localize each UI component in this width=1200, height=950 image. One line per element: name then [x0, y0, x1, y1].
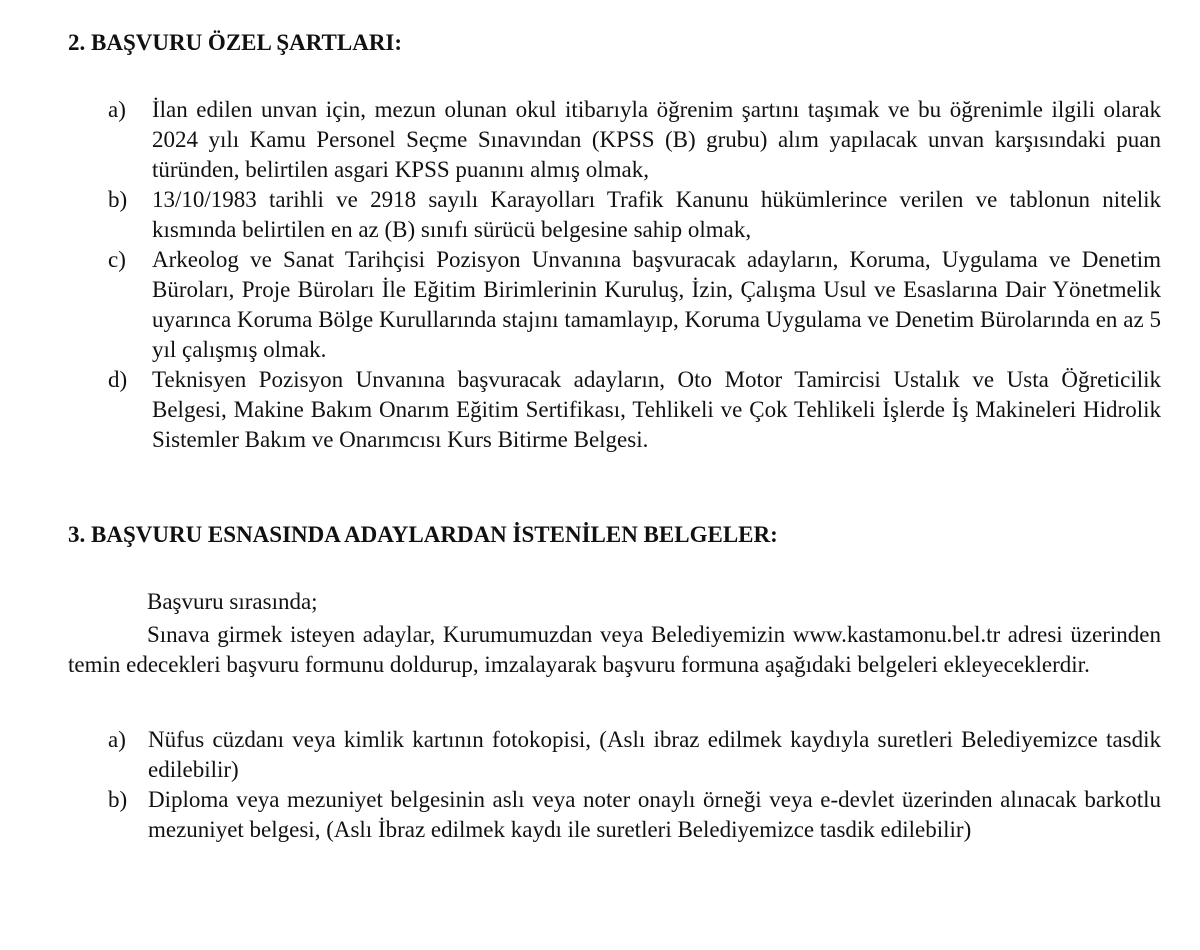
list-item-text: Teknisyen Pozisyon Unvanına başvuracak adayların, Oto Motor Tamircisi Ustalık ve Usta Öğreticilik Belgesi, Makine Bakım Onarım Eğitim Sertifikası, Tehlikeli ve Çok Tehlikeli İşlerde İş Makineleri Hidrolik Sistemler Bakım ve Onarımcısı Kurs Bitirme Belgesi.	[152, 367, 1161, 452]
section-3-paragraph: Sınava girmek isteyen adaylar, Kurumumuzdan veya Belediyemizin www.kastamonu.bel.tr adresi üzerinden temin edecekleri başvuru formunu doldurup, imzalayarak başvuru formuna aşağıdaki belgeleri ekleyeceklerdir.	[68, 622, 1161, 677]
list-marker: b)	[108, 787, 128, 812]
list-marker: b)	[108, 187, 128, 212]
list-item	[108, 245, 1161, 365]
list-item-text: Arkeolog ve Sanat Tarihçisi Pozisyon Unvanına başvuracak adayların, Koruma, Uygulama ve Denetim Büroları, Proje Büroları İle Eğitim Birimlerinin Kuruluş, İzin, Çalışma Usul ve Esaslarına Dair Yönetmelik uyarınca Koruma Bölge Kurullarında stajını tamamlayıp, Koruma Uygulama ve Denetim Bürolarında en az 5 yıl çalışmış olmak.	[152, 247, 1161, 362]
list-item	[108, 365, 1161, 455]
list-item-text: Nüfus cüzdanı veya kimlik kartının fotokopisi, (Aslı ibraz edilmek kaydıyla suretleri Belediyemizce tasdik edilebilir)	[148, 727, 1161, 782]
list-item-text: Diploma veya mezuniyet belgesinin aslı veya noter onaylı örneği veya e-devlet üzerinden alınacak barkotlu mezuniyet belgesi, (Aslı İbraz edilmek kaydı ile suretleri Belediyemizce tasdik edilebilir)	[148, 787, 1161, 842]
list-item	[108, 185, 1161, 245]
list-item	[108, 725, 1161, 785]
list-marker: d)	[108, 367, 128, 392]
list-item-text: İlan edilen unvan için, mezun olunan okul itibarıyla öğrenim şartını taşımak ve bu öğrenimle ilgili olarak 2024 yılı Kamu Personel Seçme Sınavından (KPSS (B) grubu) alım yapılacak unvan karşısındaki puan türünden, belirtilen asgari KPSS puanını almış olmak,	[152, 97, 1161, 182]
list-marker: c)	[108, 247, 126, 272]
section-2-heading: 2. BAŞVURU ÖZEL ŞARTLARI:	[68, 30, 403, 55]
section-3-documents-list	[108, 725, 1161, 845]
list-item	[108, 95, 1161, 185]
list-item-text: 13/10/1983 tarihli ve 2918 sayılı Karayolları Trafik Kanunu hükümlerince verilen ve tablonun nitelik kısmında belirtilen en az (B) sınıfı sürücü belgesine sahip olmak,	[152, 187, 1161, 242]
section-3-heading: 3. BAŞVURU ESNASINDA ADAYLARDAN İSTENİLEN BELGELER:	[68, 522, 778, 547]
list-marker: a)	[108, 727, 126, 752]
list-marker: a)	[108, 97, 126, 122]
section-3-intro: Başvuru sırasında;	[147, 589, 318, 614]
list-item	[108, 785, 1161, 845]
section-2-conditions-list	[108, 95, 1161, 455]
